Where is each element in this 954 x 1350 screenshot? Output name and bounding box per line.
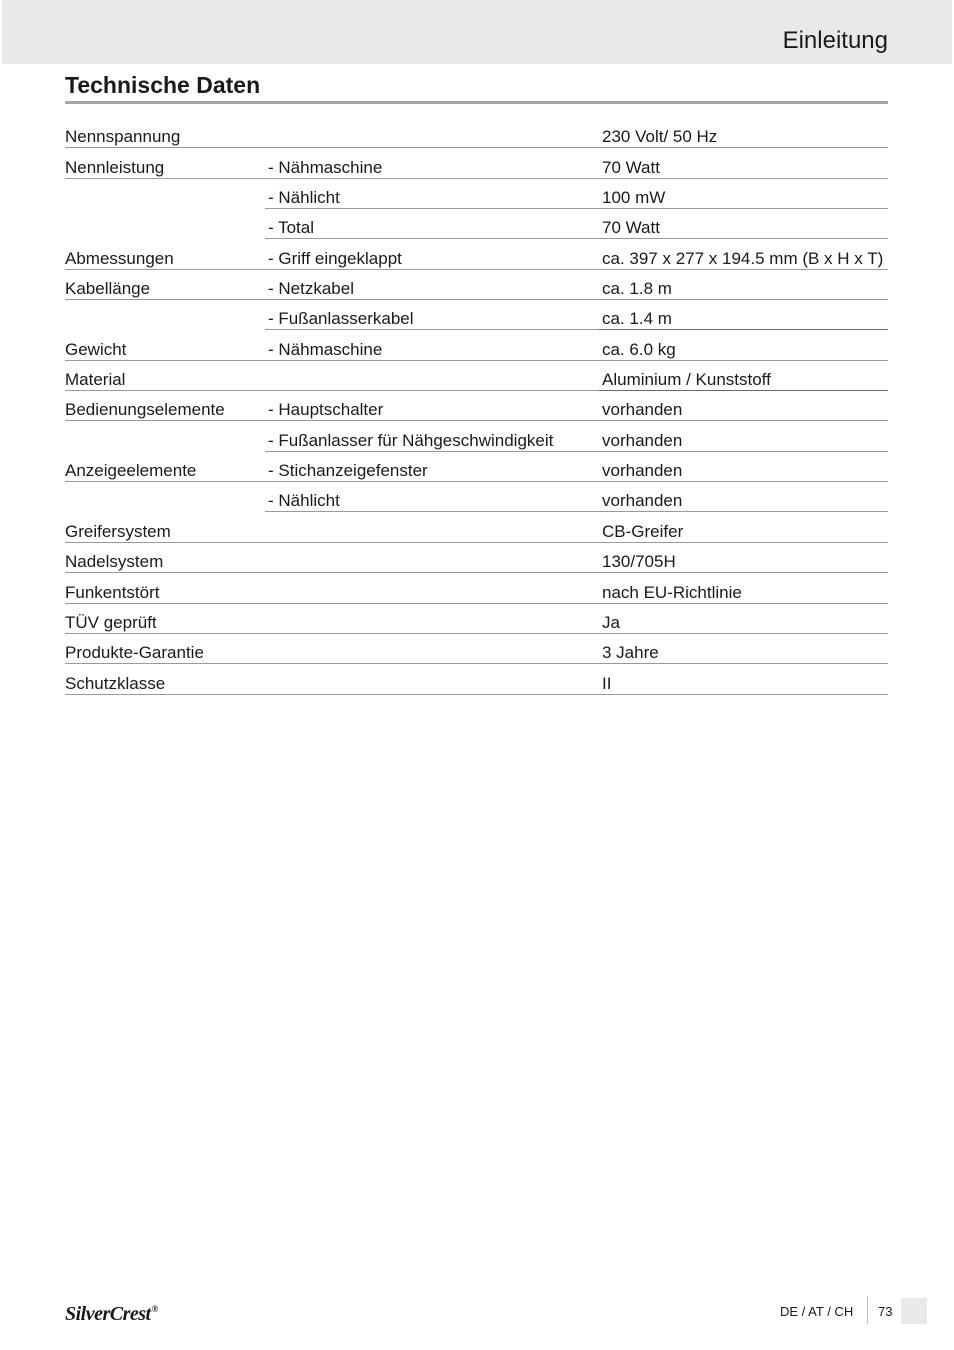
spec-row bbox=[65, 239, 888, 269]
spec-row bbox=[65, 512, 888, 542]
spec-sub-label bbox=[265, 604, 605, 634]
spec-value: 3 Jahre bbox=[599, 634, 888, 664]
spec-label bbox=[65, 300, 265, 330]
spec-row bbox=[65, 543, 888, 573]
spec-sub-label: - Hauptschalter bbox=[265, 391, 605, 421]
spec-label: Kabellänge bbox=[65, 270, 265, 300]
spec-sub-label: - Fußanlasser für Nähgeschwindigkeit bbox=[265, 422, 605, 452]
spec-value: CB-Greifer bbox=[599, 513, 888, 543]
spec-value: ca. 397 x 277 x 194.5 mm (B x H x T) bbox=[599, 240, 888, 270]
spec-row bbox=[65, 664, 888, 694]
spec-value: ca. 1.4 m bbox=[599, 300, 888, 330]
spec-label bbox=[65, 422, 265, 452]
spec-label bbox=[65, 209, 265, 239]
spec-row bbox=[65, 330, 888, 360]
spec-row bbox=[65, 421, 888, 451]
spec-label: Nennspannung bbox=[65, 118, 265, 148]
spec-value: vorhanden bbox=[599, 452, 888, 482]
spec-sub-label: - Nählicht bbox=[265, 179, 605, 209]
spec-value: 70 Watt bbox=[599, 209, 888, 239]
spec-value: ca. 6.0 kg bbox=[599, 331, 888, 361]
spec-row bbox=[65, 604, 888, 634]
spec-row bbox=[65, 452, 888, 482]
spec-row bbox=[65, 300, 888, 330]
page-number: 73 bbox=[878, 1304, 893, 1319]
spec-value: 230 Volt/ 50 Hz bbox=[599, 118, 888, 148]
spec-label bbox=[65, 179, 265, 209]
spec-sub-label: - Netzkabel bbox=[265, 270, 605, 300]
spec-sub-label: - Total bbox=[265, 209, 605, 239]
spec-label: Material bbox=[65, 361, 265, 391]
brand-name: SilverCrest bbox=[65, 1303, 151, 1325]
spec-table bbox=[65, 118, 888, 695]
section-title: Einleitung bbox=[782, 27, 888, 54]
spec-label: Bedienungselemente bbox=[65, 391, 265, 421]
spec-label: Schutzklasse bbox=[65, 665, 265, 695]
spec-row bbox=[65, 270, 888, 300]
spec-row bbox=[65, 391, 888, 421]
spec-row bbox=[65, 179, 888, 209]
spec-label: Abmessungen bbox=[65, 240, 265, 270]
spec-sub-label: - Griff eingeklappt bbox=[265, 240, 605, 270]
spec-sub-label bbox=[265, 118, 605, 148]
spec-value: II bbox=[599, 665, 888, 695]
spec-sub-label bbox=[265, 574, 605, 604]
page-tab-marker bbox=[901, 1298, 927, 1324]
spec-value: 130/705H bbox=[599, 543, 888, 573]
spec-row bbox=[65, 209, 888, 239]
spec-sub-label bbox=[265, 665, 605, 695]
spec-sub-label: - Nählicht bbox=[265, 482, 605, 512]
spec-row bbox=[65, 148, 888, 178]
spec-label: Anzeigeelemente bbox=[65, 452, 265, 482]
spec-row bbox=[65, 118, 888, 148]
page-title: Technische Daten bbox=[65, 72, 261, 98]
spec-value: vorhanden bbox=[599, 391, 888, 421]
spec-sub-label bbox=[265, 513, 605, 543]
spec-sub-label: - Nähmaschine bbox=[265, 149, 605, 179]
spec-row bbox=[65, 573, 888, 603]
spec-sub-label: - Fußanlasserkabel bbox=[265, 300, 605, 330]
spec-label: Nadelsystem bbox=[65, 543, 265, 573]
spec-value: 70 Watt bbox=[599, 149, 888, 179]
spec-label: Nennleistung bbox=[65, 149, 265, 179]
brand-logo bbox=[65, 1303, 158, 1326]
heading-divider bbox=[65, 101, 888, 104]
spec-value: Aluminium / Kunststoff bbox=[599, 361, 888, 391]
spec-value: nach EU-Richtlinie bbox=[599, 574, 888, 604]
spec-row bbox=[65, 361, 888, 391]
spec-value: vorhanden bbox=[599, 482, 888, 512]
spec-label: Greifersystem bbox=[65, 513, 265, 543]
spec-value: ca. 1.8 m bbox=[599, 270, 888, 300]
spec-label: Funkentstört bbox=[65, 574, 265, 604]
spec-sub-label: - Nähmaschine bbox=[265, 331, 605, 361]
spec-value: 100 mW bbox=[599, 179, 888, 209]
spec-label: Gewicht bbox=[65, 331, 265, 361]
country-codes: DE / AT / CH bbox=[780, 1304, 854, 1319]
trademark-symbol: ® bbox=[151, 1304, 158, 1315]
spec-label: TÜV geprüft bbox=[65, 604, 265, 634]
footer-divider bbox=[867, 1296, 868, 1324]
spec-sub-label bbox=[265, 361, 605, 391]
spec-label bbox=[65, 482, 265, 512]
spec-row bbox=[65, 634, 888, 664]
spec-sub-label bbox=[265, 543, 605, 573]
spec-row bbox=[65, 482, 888, 512]
spec-value: Ja bbox=[599, 604, 888, 634]
spec-value: vorhanden bbox=[599, 422, 888, 452]
spec-sub-label bbox=[265, 634, 605, 664]
spec-sub-label: - Stichanzeigefenster bbox=[265, 452, 605, 482]
spec-label: Produkte-Garantie bbox=[65, 634, 265, 664]
